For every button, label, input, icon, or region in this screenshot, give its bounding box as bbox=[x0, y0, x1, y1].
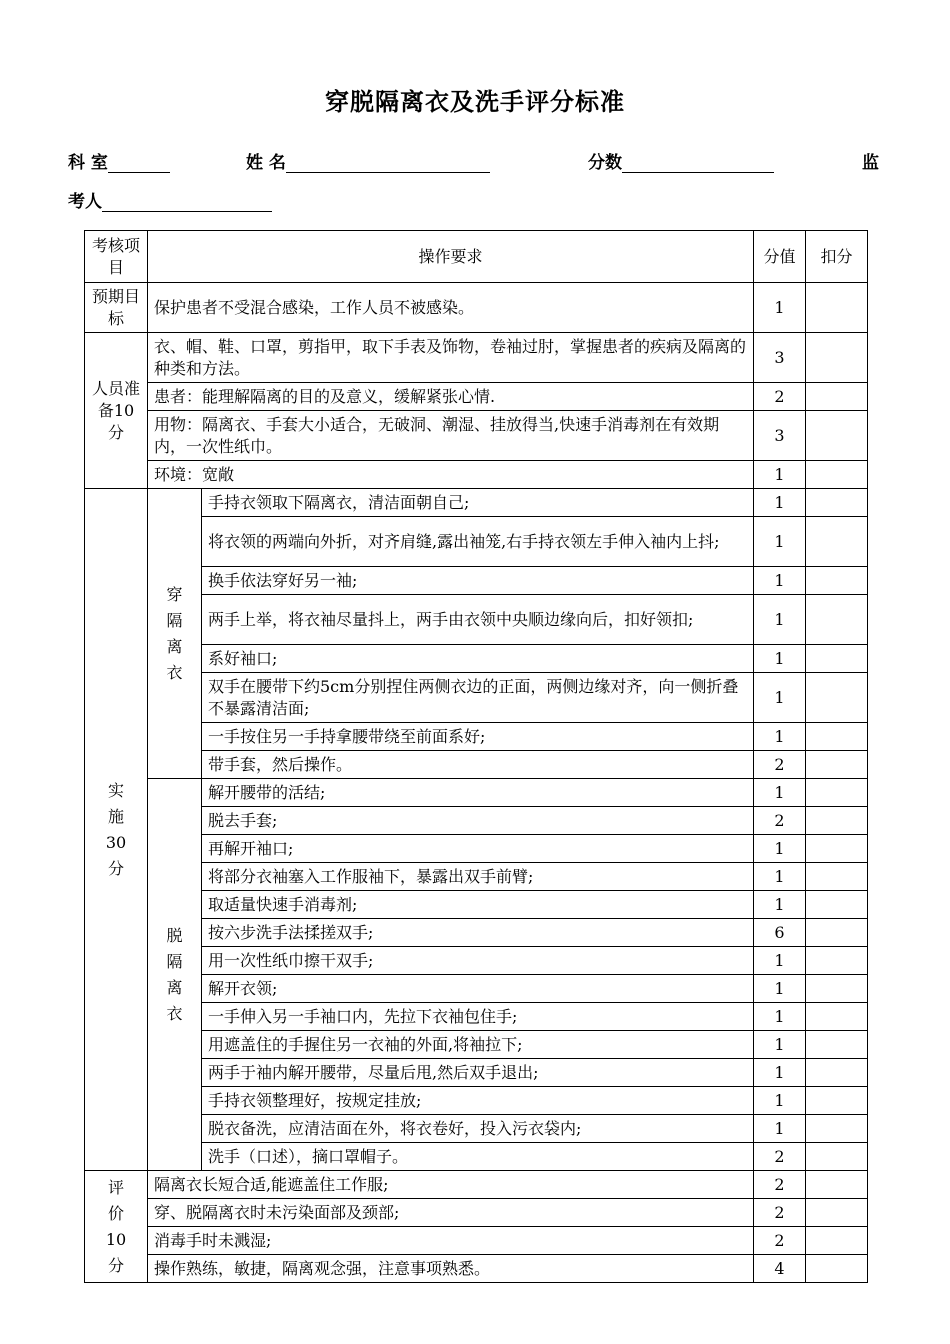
table-row bbox=[85, 751, 868, 779]
points-cell: 4 bbox=[754, 1255, 806, 1283]
requirement-cell: 再解开袖口; bbox=[202, 835, 754, 863]
requirement-cell: 将衣领的两端向外折，对齐肩缝,露出袖笼,右手持衣领左手伸入袖内上抖; bbox=[202, 517, 754, 567]
points-cell: 6 bbox=[754, 919, 806, 947]
deduction-cell[interactable] bbox=[806, 863, 868, 891]
table-row bbox=[85, 807, 868, 835]
points-cell: 3 bbox=[754, 333, 806, 383]
page-title: 穿脱隔离衣及洗手评分标准 bbox=[325, 88, 625, 116]
table-row bbox=[85, 383, 868, 411]
deduction-cell[interactable] bbox=[806, 411, 868, 461]
requirement-cell: 保护患者不受混合感染，工作人员不被感染。 bbox=[148, 283, 754, 333]
deduction-cell[interactable] bbox=[806, 975, 868, 1003]
subsection-doff-label: 脱隔离衣 bbox=[148, 779, 202, 1171]
points-cell: 2 bbox=[754, 1143, 806, 1171]
deduction-cell[interactable] bbox=[806, 489, 868, 517]
examiner-field bbox=[68, 187, 272, 212]
points-cell: 1 bbox=[754, 1059, 806, 1087]
deduction-cell[interactable] bbox=[806, 333, 868, 383]
deduction-cell[interactable] bbox=[806, 891, 868, 919]
header-deduction: 扣分 bbox=[806, 231, 868, 283]
deduction-cell[interactable] bbox=[806, 1143, 868, 1171]
deduction-cell[interactable] bbox=[806, 919, 868, 947]
deduction-cell[interactable] bbox=[806, 461, 868, 489]
points-cell: 1 bbox=[754, 835, 806, 863]
points-cell: 1 bbox=[754, 723, 806, 751]
table-row bbox=[85, 1003, 868, 1031]
requirement-cell: 脱衣备洗，应清洁面在外，将衣卷好，投入污衣袋内; bbox=[202, 1115, 754, 1143]
points-cell: 1 bbox=[754, 567, 806, 595]
requirement-cell: 隔离衣长短合适,能遮盖住工作服; bbox=[148, 1171, 754, 1199]
points-cell: 1 bbox=[754, 779, 806, 807]
requirement-cell: 两手上举，将衣袖尽量抖上，两手由衣领中央顺边缘向后，扣好领扣; bbox=[202, 595, 754, 645]
requirement-cell: 穿、脱隔离衣时未污染面部及颈部; bbox=[148, 1199, 754, 1227]
requirement-cell: 按六步洗手法揉搓双手; bbox=[202, 919, 754, 947]
requirement-cell: 双手在腰带下约5cm分别捏住两侧衣边的正面，两侧边缘对齐，向一侧折叠不暴露清洁面; bbox=[202, 673, 754, 723]
table-row bbox=[85, 1199, 868, 1227]
examiner-blank[interactable] bbox=[102, 193, 272, 212]
name-blank[interactable] bbox=[286, 154, 490, 173]
table-row bbox=[85, 567, 868, 595]
points-cell: 1 bbox=[754, 489, 806, 517]
points-cell: 1 bbox=[754, 461, 806, 489]
table-row bbox=[85, 835, 868, 863]
points-cell: 2 bbox=[754, 751, 806, 779]
examiner-label-1: 监 bbox=[862, 153, 879, 173]
table-row bbox=[85, 723, 868, 751]
header-points: 分值 bbox=[754, 231, 806, 283]
table-row bbox=[85, 595, 868, 645]
requirement-cell: 洗手（口述），摘口罩帽子。 bbox=[202, 1143, 754, 1171]
dept-label: 科 室 bbox=[68, 153, 108, 173]
points-cell: 2 bbox=[754, 1171, 806, 1199]
table-row bbox=[85, 1255, 868, 1283]
table-row bbox=[85, 461, 868, 489]
deduction-cell[interactable] bbox=[806, 1087, 868, 1115]
score-table bbox=[84, 230, 868, 1283]
deduction-cell[interactable] bbox=[806, 1003, 868, 1031]
table-row bbox=[85, 1171, 868, 1199]
requirement-cell: 取适量快速手消毒剂; bbox=[202, 891, 754, 919]
points-cell: 1 bbox=[754, 645, 806, 673]
deduction-cell[interactable] bbox=[806, 835, 868, 863]
points-cell: 3 bbox=[754, 411, 806, 461]
header-requirement: 操作要求 bbox=[148, 231, 754, 283]
points-cell: 1 bbox=[754, 947, 806, 975]
score-blank[interactable] bbox=[622, 154, 774, 173]
points-cell: 1 bbox=[754, 517, 806, 567]
deduction-cell[interactable] bbox=[806, 751, 868, 779]
table-row bbox=[85, 283, 868, 333]
points-cell: 1 bbox=[754, 1003, 806, 1031]
deduction-cell[interactable] bbox=[806, 1059, 868, 1087]
header-item: 考核项目 bbox=[85, 231, 148, 283]
table-row bbox=[85, 1115, 868, 1143]
table-row bbox=[85, 1227, 868, 1255]
table-row bbox=[85, 947, 868, 975]
table-row bbox=[85, 863, 868, 891]
deduction-cell[interactable] bbox=[806, 517, 868, 567]
requirement-cell: 消毒手时未溅湿; bbox=[148, 1227, 754, 1255]
table-row bbox=[85, 645, 868, 673]
deduction-cell[interactable] bbox=[806, 645, 868, 673]
requirement-cell: 脱去手套; bbox=[202, 807, 754, 835]
deduction-cell[interactable] bbox=[806, 723, 868, 751]
requirement-cell: 环境：宽敞 bbox=[148, 461, 754, 489]
deduction-cell[interactable] bbox=[806, 1255, 868, 1283]
name-label: 姓 名 bbox=[246, 153, 286, 173]
requirement-cell: 一手按住另一手持拿腰带绕至前面系好; bbox=[202, 723, 754, 751]
score-label: 分数 bbox=[588, 153, 622, 173]
requirement-cell: 换手依法穿好另一袖; bbox=[202, 567, 754, 595]
table-row bbox=[85, 489, 868, 517]
points-cell: 1 bbox=[754, 863, 806, 891]
deduction-cell[interactable] bbox=[806, 807, 868, 835]
requirement-cell: 手持衣领取下隔离衣，清洁面朝自己; bbox=[202, 489, 754, 517]
requirement-cell: 系好袖口; bbox=[202, 645, 754, 673]
requirement-cell: 衣、帽、鞋、口罩，剪指甲，取下手表及饰物，卷袖过肘，掌握患者的疾病及隔离的种类和方法。 bbox=[148, 333, 754, 383]
points-cell: 1 bbox=[754, 1031, 806, 1059]
requirement-cell: 解开衣领; bbox=[202, 975, 754, 1003]
points-cell: 2 bbox=[754, 1227, 806, 1255]
table-row bbox=[85, 411, 868, 461]
dept-field bbox=[68, 148, 170, 173]
requirement-cell: 一手伸入另一手袖口内，先拉下衣袖包住手; bbox=[202, 1003, 754, 1031]
table-row bbox=[85, 333, 868, 383]
deduction-cell[interactable] bbox=[806, 1115, 868, 1143]
deduction-cell[interactable] bbox=[806, 1171, 868, 1199]
deduction-cell[interactable] bbox=[806, 1227, 868, 1255]
deduction-cell[interactable] bbox=[806, 595, 868, 645]
name-field bbox=[246, 148, 490, 173]
table-row bbox=[85, 891, 868, 919]
deduction-cell[interactable] bbox=[806, 673, 868, 723]
requirement-cell: 手持衣领整理好，按规定挂放; bbox=[202, 1087, 754, 1115]
table-row bbox=[85, 779, 868, 807]
points-cell: 1 bbox=[754, 595, 806, 645]
deduction-cell[interactable] bbox=[806, 1031, 868, 1059]
points-cell: 2 bbox=[754, 383, 806, 411]
table-row bbox=[85, 919, 868, 947]
deduction-cell[interactable] bbox=[806, 567, 868, 595]
table-row bbox=[85, 673, 868, 723]
points-cell: 1 bbox=[754, 283, 806, 333]
table-row bbox=[85, 1059, 868, 1087]
table-row bbox=[85, 1143, 868, 1171]
deduction-cell[interactable] bbox=[806, 283, 868, 333]
deduction-cell[interactable] bbox=[806, 383, 868, 411]
requirement-cell: 带手套，然后操作。 bbox=[202, 751, 754, 779]
requirement-cell: 两手于袖内解开腰带，尽量后甩,然后双手退出; bbox=[202, 1059, 754, 1087]
table-row bbox=[85, 1031, 868, 1059]
points-cell: 2 bbox=[754, 1199, 806, 1227]
deduction-cell[interactable] bbox=[806, 947, 868, 975]
points-cell: 2 bbox=[754, 807, 806, 835]
deduction-cell[interactable] bbox=[806, 1199, 868, 1227]
table-row bbox=[85, 517, 868, 567]
requirement-cell: 患者：能理解隔离的目的及意义，缓解紧张心情. bbox=[148, 383, 754, 411]
requirement-cell: 用遮盖住的手握住另一衣袖的外面,将袖拉下; bbox=[202, 1031, 754, 1059]
subsection-don-label: 穿隔离衣 bbox=[148, 489, 202, 779]
header-row bbox=[85, 231, 868, 283]
requirement-cell: 用物：隔离衣、手套大小适合，无破洞、潮湿、挂放得当,快速手消毒剂在有效期内，一次性纸巾。 bbox=[148, 411, 754, 461]
points-cell: 1 bbox=[754, 891, 806, 919]
score-field bbox=[588, 148, 774, 173]
deduction-cell[interactable] bbox=[806, 779, 868, 807]
requirement-cell: 将部分衣袖塞入工作服袖下，暴露出双手前臂; bbox=[202, 863, 754, 891]
dept-blank[interactable] bbox=[108, 154, 170, 173]
table-row bbox=[85, 1087, 868, 1115]
table-row bbox=[85, 975, 868, 1003]
points-cell: 1 bbox=[754, 1087, 806, 1115]
requirement-cell: 操作熟练，敏捷，隔离观念强，注意事项熟悉。 bbox=[148, 1255, 754, 1283]
points-cell: 1 bbox=[754, 1115, 806, 1143]
section-impl-label: 实施30分 bbox=[85, 489, 148, 1171]
points-cell: 1 bbox=[754, 673, 806, 723]
requirement-cell: 用一次性纸巾擦干双手; bbox=[202, 947, 754, 975]
examiner-label-2: 考人 bbox=[68, 192, 102, 212]
section-prep-label: 人员准备10分 bbox=[85, 333, 148, 489]
section-eval-label: 评价10分 bbox=[85, 1171, 148, 1283]
points-cell: 1 bbox=[754, 975, 806, 1003]
requirement-cell: 解开腰带的活结; bbox=[202, 779, 754, 807]
section-goal-label: 预期目标 bbox=[85, 283, 148, 333]
